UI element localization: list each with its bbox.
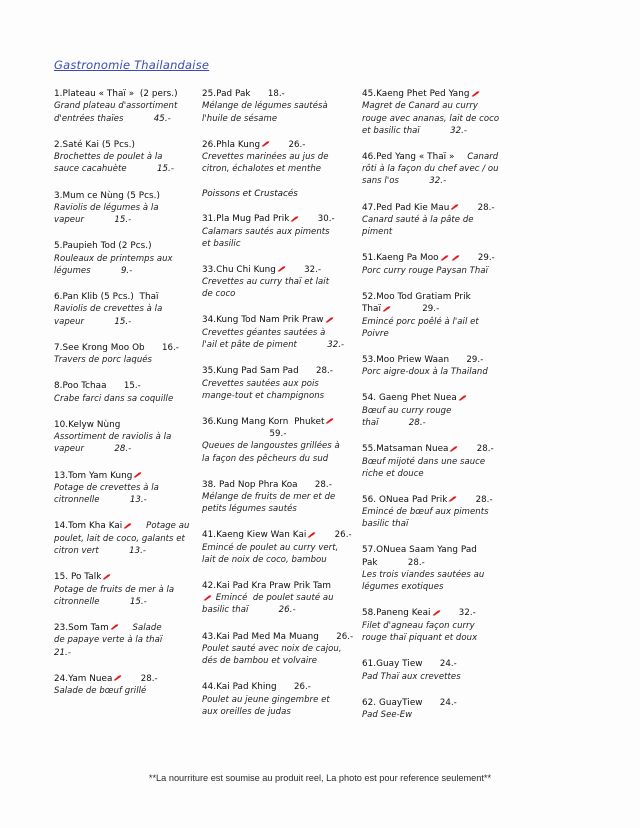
menu-item-description: poulet, lait de coco, galants et (54, 533, 185, 544)
chili-pepper-icon (307, 532, 316, 538)
menu-item (202, 88, 354, 125)
menu-item-price: 28.- (298, 366, 333, 377)
menu-item-price: 28.- (84, 444, 132, 455)
menu-item-price: 26.- (317, 530, 352, 541)
menu-item-name (362, 392, 526, 404)
menu-item-description: piment (362, 227, 393, 238)
menu-item-description: Emincé de bœuf aux piments (362, 507, 489, 518)
menu-item-name-text: 23.Som Tam (54, 622, 109, 633)
menu-item (54, 419, 194, 456)
menu-item-price: 29.- (391, 304, 440, 315)
menu-item-name (202, 681, 354, 693)
menu-item-description: vapeur 15.- (54, 316, 132, 327)
menu-item-price: 28.- (377, 557, 425, 568)
menu-item-name (362, 607, 526, 619)
menu-item-description: Crevettes sautées aux pois (202, 378, 319, 389)
menu-item-price: 16.- (144, 342, 179, 353)
menu-item-name (362, 658, 526, 670)
menu-item-description: Queues de langoustes grillées à (202, 441, 340, 452)
menu-item-name-text: 26.Phla Kung (202, 139, 261, 150)
menu-item-name-text: 44.Kai Pad Khing (202, 682, 277, 693)
chili-pepper-icon (448, 496, 457, 502)
menu-item-description: dés de bambou et volvaire (202, 656, 318, 667)
menu-item-description: vapeur 15.- (54, 215, 132, 226)
menu-item-description: citron, échalotes et menthe (202, 164, 322, 175)
menu-item-name (202, 139, 354, 151)
menu-item-description: mange-tout et champignons (202, 390, 325, 401)
menu-item-name (202, 365, 354, 377)
menu-item-price: 9.- (90, 265, 133, 276)
chili-pepper-icon (382, 306, 391, 312)
menu-item-name-text: 55.Matsaman Nuea (362, 444, 449, 455)
menu-item-description: citron vert 13.- (54, 545, 147, 556)
menu-item-name-text: 54. Gaeng Phet Nuea (362, 393, 457, 404)
menu-item-name (54, 673, 194, 685)
menu-item-price: 32.- (286, 264, 322, 275)
menu-item-price: 32.- (296, 339, 345, 350)
menu-item-price: 28.- (459, 444, 494, 455)
menu-item-price: 15.- (99, 596, 147, 607)
menu-item (54, 139, 194, 176)
chili-pepper-icon (277, 266, 286, 272)
menu-item-name-text: 1.Plateau « Thaï » (2 pers.) (54, 89, 178, 99)
menu-item-name-text: 51.Kaeng Pa Moo (362, 253, 439, 264)
menu-item-name (362, 252, 526, 264)
menu-item-description: Raviolis de crevettes à la (54, 304, 163, 315)
menu-item-description: petits légumes sautés (202, 504, 297, 515)
menu-item-name-text: 62. GuayTiew (362, 697, 423, 708)
menu-item-description: Brochettes de poulet à la (54, 152, 163, 163)
menu-item-description: riche et douce (362, 468, 424, 479)
menu-item (54, 673, 194, 698)
menu-item (54, 240, 194, 277)
menu-item-name-text: 36.Kung Mang Korn Phuket (202, 416, 325, 427)
menu-item-name-text: 31.Pla Mug Pad Prik (202, 214, 290, 225)
menu-item-description: Porc aigre-doux à la Thailand (362, 367, 488, 378)
menu-item-name-text: 8.Poo Tchaa (54, 381, 107, 392)
menu-item-name-text: 57.ONuea Saam Yang Pad (362, 545, 477, 556)
menu-item-description: citronnelle 15.- (54, 596, 147, 607)
menu-item-description: basilic thaï (362, 519, 409, 530)
chili-pepper-icon (449, 446, 458, 452)
menu-item-description: basilic thaï 26.- (202, 605, 296, 616)
chili-pepper-icon (102, 574, 111, 580)
menu-item (202, 314, 354, 351)
chili-pepper-icon (325, 418, 334, 424)
menu-item-price: 28.- (378, 417, 426, 428)
menu-item-description: Crevettes géantes sautées à (202, 327, 326, 338)
menu-item-name-cont (362, 303, 526, 315)
menu-item (362, 252, 526, 277)
menu-item-price: 13.- (98, 545, 147, 556)
menu-item (202, 631, 354, 668)
menu-column-1 (34, 88, 202, 711)
menu-item-price: 26.- (318, 631, 354, 642)
chili-pepper-icon (325, 317, 334, 323)
menu-item-price: 15.- (106, 381, 141, 392)
menu-item-name-cont-text: Thaï (362, 304, 381, 315)
menu-item (202, 529, 354, 566)
menu-item-description: Crabe farci dans sa coquille (54, 393, 174, 404)
page-title: Gastronomie Thailandaise (54, 58, 210, 72)
chili-pepper-icon (450, 204, 459, 210)
menu-item-price: 26.- (271, 139, 306, 150)
menu-item-name-text: 45.Kaeng Phet Ped Yang (362, 89, 470, 99)
menu-item-description: Salade de bœuf grillé (54, 686, 147, 697)
menu-item-description: Magret de Canard au curry (362, 101, 478, 112)
menu-item-name-text: 56. ONuea Pad Prik (362, 494, 448, 505)
menu-item-price: 29.- (449, 354, 484, 365)
menu-item-description: rouge thaï piquant et doux (362, 632, 478, 643)
menu-item-desc-inline: Salade (119, 622, 162, 633)
menu-item-name (54, 190, 194, 202)
menu-item-description: Mélange de légumes sautésà (202, 101, 328, 112)
menu-item-name (54, 139, 194, 151)
chili-pepper-icon (123, 523, 132, 529)
menu-item-description: Calamars sautés aux piments (202, 226, 330, 237)
menu-item (54, 571, 194, 608)
menu-item-price: 15.- (126, 164, 174, 175)
menu-item-description: Les trois viandes sautées au (362, 570, 485, 581)
menu-item-name (54, 470, 194, 482)
menu-item-description: d'entrées thaïes 45.- (54, 113, 171, 124)
menu-item-name-text: 41.Kaeng Kiew Wan Kai (202, 530, 307, 541)
menu-item-name-text: 38. Pad Nop Phra Koa (202, 479, 298, 490)
menu-item-name (202, 314, 354, 326)
chili-pepper-icon (113, 675, 122, 681)
menu-item (202, 213, 354, 250)
menu-item-name (362, 354, 526, 366)
menu-item-name (362, 544, 526, 556)
menu-item (202, 479, 354, 516)
chili-pepper-icon (133, 472, 142, 478)
menu-item-price: 24.- (422, 697, 457, 708)
menu-item-name-cont-text: Pak (362, 557, 378, 568)
menu-item-description: thaï 28.- (362, 417, 426, 428)
menu-item-name (202, 416, 354, 428)
menu-column-2 (202, 88, 362, 732)
menu-item-name (362, 697, 526, 709)
menu-item-price: 15.- (84, 316, 132, 327)
menu-item-description: Potage de fruits de mer à la (54, 584, 175, 595)
menu-item-description: la façon des pêcheurs du sud (202, 453, 329, 464)
menu-item-desc-inline: Potage au (133, 521, 190, 532)
menu-item-description: citronnelle 13.- (54, 495, 147, 506)
menu-item-description: Emincé de poulet au curry vert, (202, 542, 339, 553)
menu-item-description: Travers de porc laqués (54, 355, 153, 366)
menu-item-name (202, 479, 354, 491)
menu-item-description: Bœuf au curry rouge (362, 405, 452, 416)
menu-item-description: de papaye verte à la thaï 21.- (54, 635, 193, 658)
menu-item-name-text: 53.Moo Priew Waan (362, 354, 450, 365)
menu-item (362, 607, 526, 644)
menu-item-name-text: 6.Pan Klib (5 Pcs.) Thaï (54, 292, 159, 302)
menu-item-name (202, 529, 354, 541)
menu-item (362, 544, 526, 593)
menu-item-description: Pad See-Ew (362, 710, 413, 721)
menu-item-name (362, 88, 526, 100)
menu-item-name (54, 622, 194, 634)
menu-item-description: légumes 9.- (54, 265, 133, 276)
menu-item-description: Canard sauté à la pâte de (362, 215, 474, 226)
menu-item (54, 88, 194, 125)
menu-item (54, 380, 194, 405)
menu-item-name-text: 3.Mum ce Nùng (5 Pcs.) (54, 190, 160, 201)
menu-item-description: Crevettes au curry thaï et lait (202, 277, 330, 288)
menu-item (202, 580, 354, 617)
menu-item-name-text: 46.Ped Yang « Thaï » (362, 151, 455, 162)
menu-item-description: de coco (202, 289, 236, 300)
menu-item-description: Assortiment de raviolis à la (54, 432, 172, 443)
menu-item-name-text: 42.Kai Pad Kra Praw Prik Tam (202, 580, 332, 591)
menu-item-name-text: 34.Kung Tod Nam Prik Praw (202, 315, 324, 326)
menu-item-price: 30.- (300, 214, 335, 225)
menu-item (54, 622, 194, 659)
menu-item-description: Mélange de fruits de mer et de (202, 492, 336, 503)
menu-item-description: Crevettes marinées au jus de (202, 152, 329, 163)
menu-item-price: 32.- (441, 608, 476, 619)
chili-pepper-icon (203, 595, 212, 601)
menu-item-name (54, 571, 194, 583)
menu-item-name-text: 43.Kai Pad Med Ma Muang (202, 631, 319, 642)
menu-item-name-text: 61.Guay Tiew (362, 659, 423, 670)
chili-pepper-icon (261, 141, 270, 147)
menu-item-description: Grand plateau d'assortiment (54, 101, 178, 112)
menu-item (202, 416, 354, 465)
menu-item-name (54, 520, 194, 532)
menu-item-name (54, 342, 194, 354)
menu-item-description: Filet d'agneau façon curry (362, 620, 475, 631)
menu-item-name-text: 10.Kelyw Nùng (54, 419, 121, 430)
menu-item-description: Raviolis de légumes à la (54, 202, 159, 213)
menu-item-price: 21.- (54, 635, 193, 658)
menu-item-name-text: 15. Po Talk (54, 572, 102, 583)
menu-item-description (202, 592, 354, 604)
menu-item-name-text: 14.Tom Kha Kai (54, 521, 123, 532)
menu-item (202, 365, 354, 402)
menu-item-description: vapeur 28.- (54, 444, 132, 455)
menu-item-price: 28.- (458, 494, 493, 505)
menu-item-price: 32.- (398, 176, 447, 187)
menu-item-description: sauce cacahuète 15.- (54, 164, 174, 175)
menu-item (362, 151, 526, 188)
menu-item-name (54, 88, 194, 100)
menu-item-price: 45.- (123, 113, 171, 124)
menu-item (362, 697, 526, 722)
menu-item-description: et basilic (202, 238, 241, 249)
menu-item-name-text: 13.Tom Yam Kung (54, 470, 133, 481)
menu-item-name (54, 419, 194, 431)
section-heading: Poissons et Crustacés (202, 189, 298, 200)
menu-item-description: sans l'os 32.- (362, 176, 447, 187)
menu-item-name-text: 5.Paupieh Tod (2 Pcs.) (54, 241, 152, 252)
menu-item-name-text: 52.Moo Tod Gratiam Prik (362, 291, 471, 302)
menu-item-price: 26.- (276, 682, 311, 693)
menu-item (202, 139, 354, 176)
menu-item-price: 18.- (250, 89, 285, 99)
menu-item-description: légumes exotiques (362, 582, 444, 593)
menu-item-description: l'ail et pâte de piment 32.- (202, 339, 345, 350)
menu-item (54, 520, 194, 557)
chili-pepper-icon (458, 395, 467, 401)
menu-item-name (54, 240, 194, 252)
chili-pepper-icon (290, 216, 299, 222)
menu-item-price: 24.- (422, 659, 457, 670)
menu-item-price: 15.- (84, 215, 132, 226)
menu-item-name-text: 33.Chu Chi Kung (202, 264, 276, 275)
menu-item-name (202, 88, 354, 100)
menu-item (54, 342, 194, 367)
menu-item (54, 291, 194, 328)
menu-item-name-text: 7.See Krong Moo Ob (54, 342, 145, 353)
menu-item-price: 32.- (419, 125, 468, 136)
menu-item-price: 29.- (460, 253, 495, 264)
menu-item-name-text: 58.Paneng Keai (362, 608, 431, 619)
menu-item (362, 354, 526, 379)
menu-item-price: 59.- (269, 429, 287, 440)
menu-item-description: Bœuf mijoté dans une sauce (362, 456, 486, 467)
menu-item-description: Porc curry rouge Paysan Thaï (362, 265, 489, 276)
menu-item-name (362, 291, 526, 303)
menu-item-name (362, 202, 526, 214)
menu-item-description: Rouleaux de printemps aux (54, 253, 173, 264)
menu-item (202, 681, 354, 718)
menu-item-name (54, 380, 194, 392)
menu-item-name (202, 631, 354, 643)
menu-item (54, 190, 194, 227)
menu-item (362, 443, 526, 480)
menu-item-price: 28.- (297, 479, 332, 490)
menu-item-name (202, 213, 354, 225)
menu-item-name (202, 264, 354, 276)
menu-item-description-text: Emincé de poulet sauté au (213, 593, 334, 604)
menu-item-description: Potage de crevettes à la (54, 483, 159, 494)
chili-pepper-icon (471, 91, 480, 97)
menu-item-name-text: 47.Ped Pad Kie Mau (362, 202, 450, 213)
menu-item-price: 28.- (123, 673, 158, 684)
menu-item-name (362, 151, 526, 163)
menu-item-description: l'huile de sésame (202, 113, 278, 124)
menu-column-3 (362, 88, 534, 735)
menu-item-name-text: 25.Pad Pak (202, 89, 251, 99)
disclaimer-footer: **La nourriture est soumise au produit reel, La photo est pour reference seulement** (148, 773, 492, 783)
chili-pepper-icon (451, 255, 460, 261)
menu-item-name-text: 24.Yam Nuea (54, 673, 113, 684)
menu-item-name (54, 291, 194, 303)
menu-item-description: lait de noix de coco, bambou (202, 554, 327, 565)
menu-item-description: rôti à la façon du chef avec / ou (362, 164, 499, 175)
menu-item-price: 26.- (248, 605, 296, 616)
menu-item (362, 658, 526, 683)
menu-item-name-cont (362, 557, 526, 569)
chili-pepper-icon (110, 624, 119, 630)
menu-item-desc-inline: Canard (454, 151, 499, 162)
menu-item-description: rouge avec ananas, lait de coco (362, 113, 500, 124)
menu-item-description: Poivre (362, 328, 389, 339)
menu-item-description: aux oreilles de judas (202, 706, 291, 717)
menu-item (362, 392, 526, 429)
menu-item-name (362, 443, 526, 455)
menu-item-name-text: 35.Kung Pad Sam Pad (202, 366, 299, 377)
menu-item-description: et basilic thaï 32.- (362, 125, 468, 136)
menu-item (362, 202, 526, 239)
menu-item-price: 13.- (99, 495, 147, 506)
chili-pepper-icon (440, 255, 449, 261)
menu-item-name (202, 580, 354, 592)
menu-item-name (362, 494, 526, 506)
menu-item (362, 494, 526, 531)
menu-item (362, 291, 526, 340)
menu-item (362, 88, 526, 137)
menu-item-name-text: 2.Saté Kai (5 Pcs.) (54, 139, 135, 150)
menu-item-price: 28.- (460, 202, 495, 213)
menu-item-description: Poulet sauté avec noix de cajou, (202, 644, 342, 655)
menu-item (202, 264, 354, 301)
menu-item-description: Poulet au jeune gingembre et (202, 694, 330, 705)
chili-pepper-icon (432, 610, 441, 616)
menu-columns (34, 88, 606, 735)
menu-item (54, 470, 194, 507)
menu-item-description: Pad Thaï aux crevettes (362, 671, 461, 682)
menu-item-description: Emincé porc poêlé à l'ail et (362, 316, 479, 327)
